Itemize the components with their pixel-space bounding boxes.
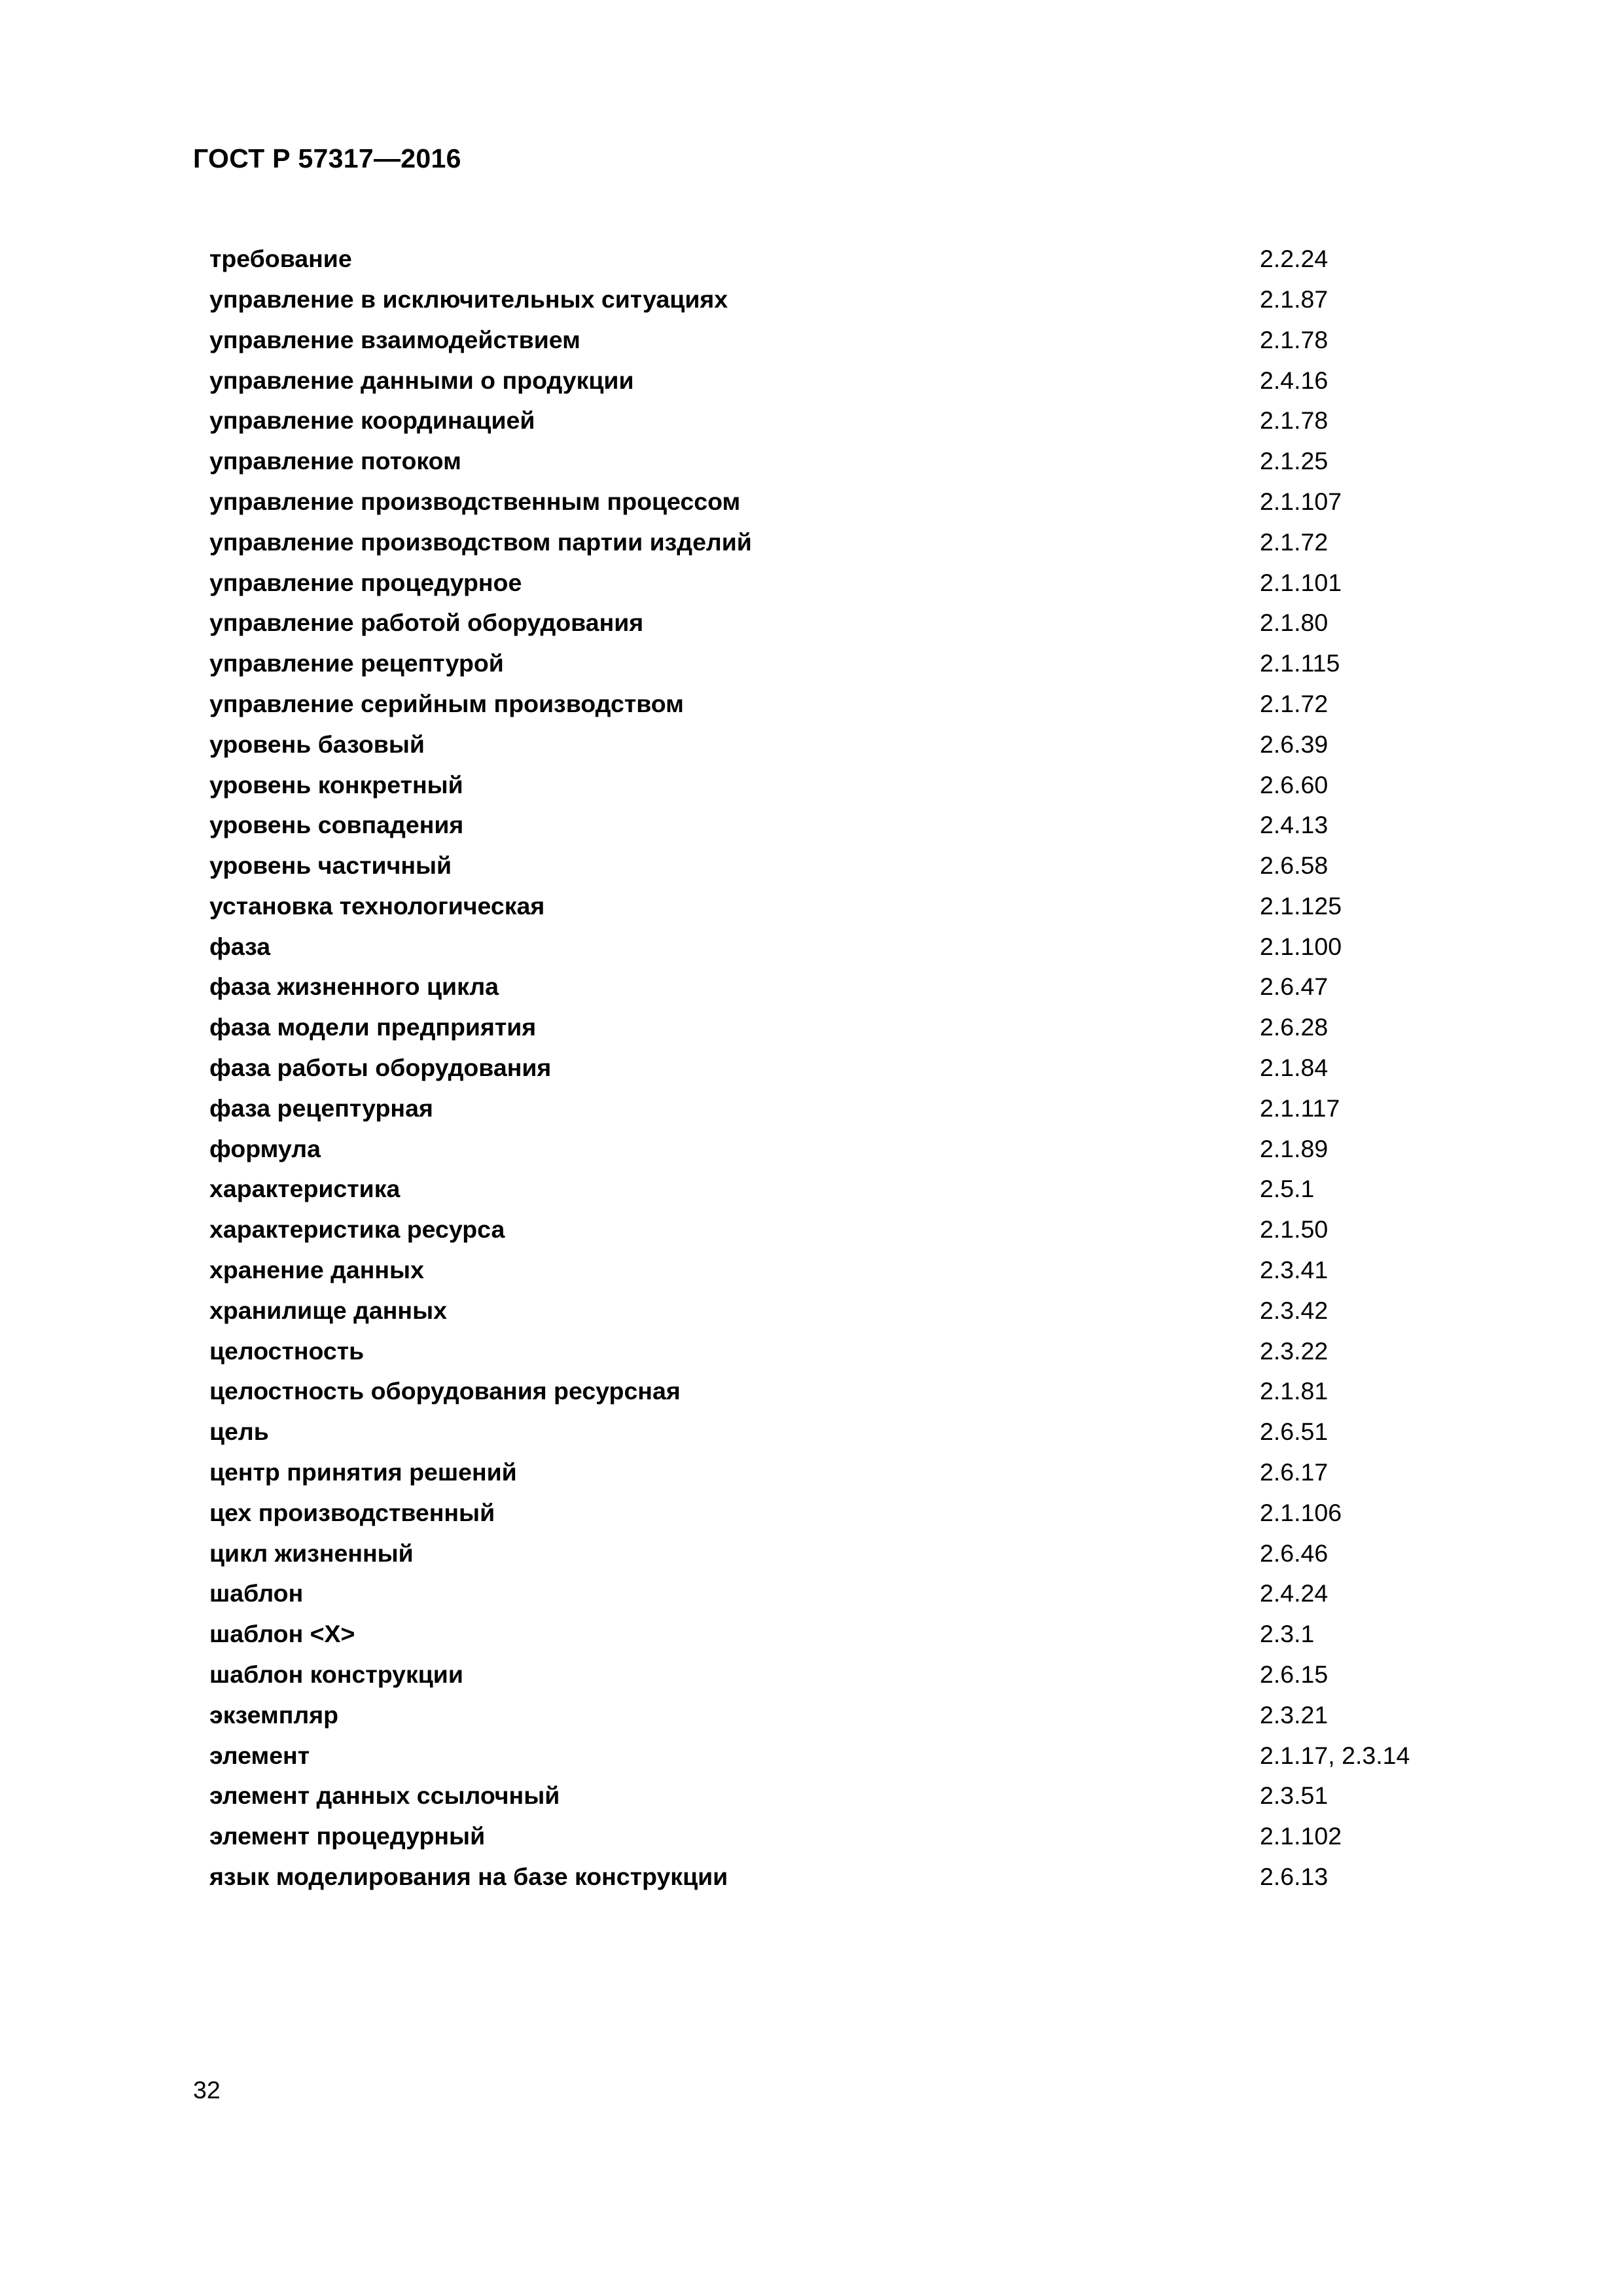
index-term: управление потоком [209,447,461,475]
index-entry [209,522,1453,563]
index-ref: 2.3.21 [1260,1700,1329,1729]
index-term: цикл жизненный [209,1539,414,1567]
index-ref: 2.3.42 [1260,1296,1329,1324]
index-entry [209,401,1453,441]
index-entry [209,1857,1453,1897]
index-entry [209,1493,1453,1534]
index-term: управление взаимодействием [209,325,580,353]
index-term: фаза работы оборудования [209,1054,552,1082]
index-term: экземпляр [209,1700,338,1729]
index-term: элемент процедурный [209,1822,486,1850]
index-ref: 2.6.60 [1260,770,1329,798]
index-ref: 2.1.17, 2.3.14 [1260,1741,1410,1769]
index-ref: 2.1.78 [1260,325,1329,353]
index-ref: 2.1.87 [1260,285,1329,313]
index-ref: 2.1.100 [1260,932,1342,960]
index-entry [209,1412,1453,1452]
index-entry [209,1816,1453,1857]
index-ref: 2.3.41 [1260,1256,1329,1284]
index-term: управление данными о продукции [209,366,634,394]
index-term: язык моделирования на базе конструкции [209,1863,728,1891]
index-entry [209,1735,1453,1776]
index-term: управление серийным производством [209,689,684,717]
index-ref: 2.1.89 [1260,1134,1329,1162]
index-entry [209,1169,1453,1210]
index-ref: 2.6.17 [1260,1458,1329,1486]
index-ref: 2.1.72 [1260,689,1329,717]
index-ref: 2.6.51 [1260,1418,1329,1446]
term-index [209,239,1453,1897]
page-number: 32 [193,2076,221,2104]
index-term: характеристика ресурса [209,1215,505,1244]
index-ref: 2.1.80 [1260,609,1329,637]
index-ref: 2.1.115 [1260,649,1340,677]
index-entry [209,1655,1453,1695]
index-ref: 2.1.84 [1260,1054,1329,1082]
index-entry [209,1695,1453,1736]
index-term: шаблон <X> [209,1620,355,1648]
index-entry [209,360,1453,401]
index-entry [209,1007,1453,1048]
index-entry [209,643,1453,684]
index-entry [209,886,1453,927]
index-entry [209,1210,1453,1250]
index-entry [209,1088,1453,1129]
index-entry [209,927,1453,967]
index-term: элемент данных ссылочный [209,1782,560,1810]
index-term: управление работой оборудования [209,609,644,637]
index-term: управление производством партии изделий [209,528,752,556]
index-term: целостность оборудования ресурсная [209,1377,681,1405]
index-ref: 2.1.106 [1260,1498,1342,1526]
index-ref: 2.1.81 [1260,1377,1329,1405]
index-entry [209,603,1453,643]
index-ref: 2.2.24 [1260,245,1329,273]
index-ref: 2.1.102 [1260,1822,1342,1850]
index-entry [209,279,1453,320]
index-entry [209,1048,1453,1088]
index-term: установка технологическая [209,891,545,920]
index-ref: 2.6.58 [1260,852,1329,880]
index-entry [209,1573,1453,1614]
index-term: цех производственный [209,1498,495,1526]
index-term: уровень частичный [209,852,452,880]
index-term: характеристика [209,1175,401,1203]
index-ref: 2.1.101 [1260,568,1342,596]
index-term: управление в исключительных ситуациях [209,285,728,313]
index-ref: 2.4.16 [1260,366,1329,394]
index-term: шаблон конструкции [209,1660,463,1689]
index-entry [209,562,1453,603]
index-term: хранение данных [209,1256,424,1284]
index-entry [209,1250,1453,1291]
index-term: уровень базовый [209,730,425,758]
index-entry [209,239,1453,279]
index-entry [209,846,1453,886]
index-entry [209,1129,1453,1170]
index-entry [209,1614,1453,1655]
index-ref: 2.6.13 [1260,1863,1329,1891]
index-ref: 2.4.13 [1260,811,1329,839]
index-ref: 2.1.25 [1260,447,1329,475]
index-term: целостность [209,1336,365,1365]
index-term: управление координацией [209,406,535,435]
index-term: шаблон [209,1579,304,1607]
index-term: цель [209,1418,269,1446]
index-entry [209,441,1453,482]
index-term: формула [209,1134,321,1162]
index-entry [209,1291,1453,1331]
index-ref: 2.3.22 [1260,1336,1329,1365]
index-ref: 2.6.28 [1260,1013,1329,1041]
index-entry [209,482,1453,522]
index-ref: 2.5.1 [1260,1175,1315,1203]
index-term: управление производственным процессом [209,487,741,515]
index-entry [209,764,1453,805]
index-term: управление рецептурой [209,649,504,677]
index-entry [209,320,1453,361]
index-ref: 2.3.51 [1260,1782,1329,1810]
index-ref: 2.6.46 [1260,1539,1329,1567]
index-term: управление процедурное [209,568,522,596]
index-term: центр принятия решений [209,1458,517,1486]
index-ref: 2.1.107 [1260,487,1342,515]
index-entry [209,1371,1453,1412]
index-ref: 2.1.78 [1260,406,1329,435]
index-entry [209,805,1453,846]
index-entry [209,967,1453,1007]
index-term: уровень конкретный [209,770,463,798]
index-term: фаза [209,932,271,960]
index-entry [209,725,1453,765]
index-term: фаза рецептурная [209,1094,433,1122]
index-ref: 2.6.39 [1260,730,1329,758]
index-ref: 2.6.47 [1260,973,1329,1001]
index-entry [209,684,1453,725]
index-term: фаза жизненного цикла [209,973,499,1001]
index-entry [209,1452,1453,1493]
index-entry [209,1534,1453,1574]
index-ref: 2.4.24 [1260,1579,1329,1607]
index-term: хранилище данных [209,1296,447,1324]
index-term: требование [209,245,352,273]
index-term: фаза модели предприятия [209,1013,537,1041]
index-ref: 2.1.117 [1260,1094,1340,1122]
index-term: уровень совпадения [209,811,464,839]
document-header: ГОСТ Р 57317—2016 [193,143,461,173]
index-term: элемент [209,1741,310,1769]
index-ref: 2.1.72 [1260,528,1329,556]
index-ref: 2.6.15 [1260,1660,1329,1689]
index-ref: 2.3.1 [1260,1620,1315,1648]
index-entry [209,1776,1453,1816]
index-ref: 2.1.125 [1260,891,1342,920]
index-ref: 2.1.50 [1260,1215,1329,1244]
index-entry [209,1331,1453,1372]
